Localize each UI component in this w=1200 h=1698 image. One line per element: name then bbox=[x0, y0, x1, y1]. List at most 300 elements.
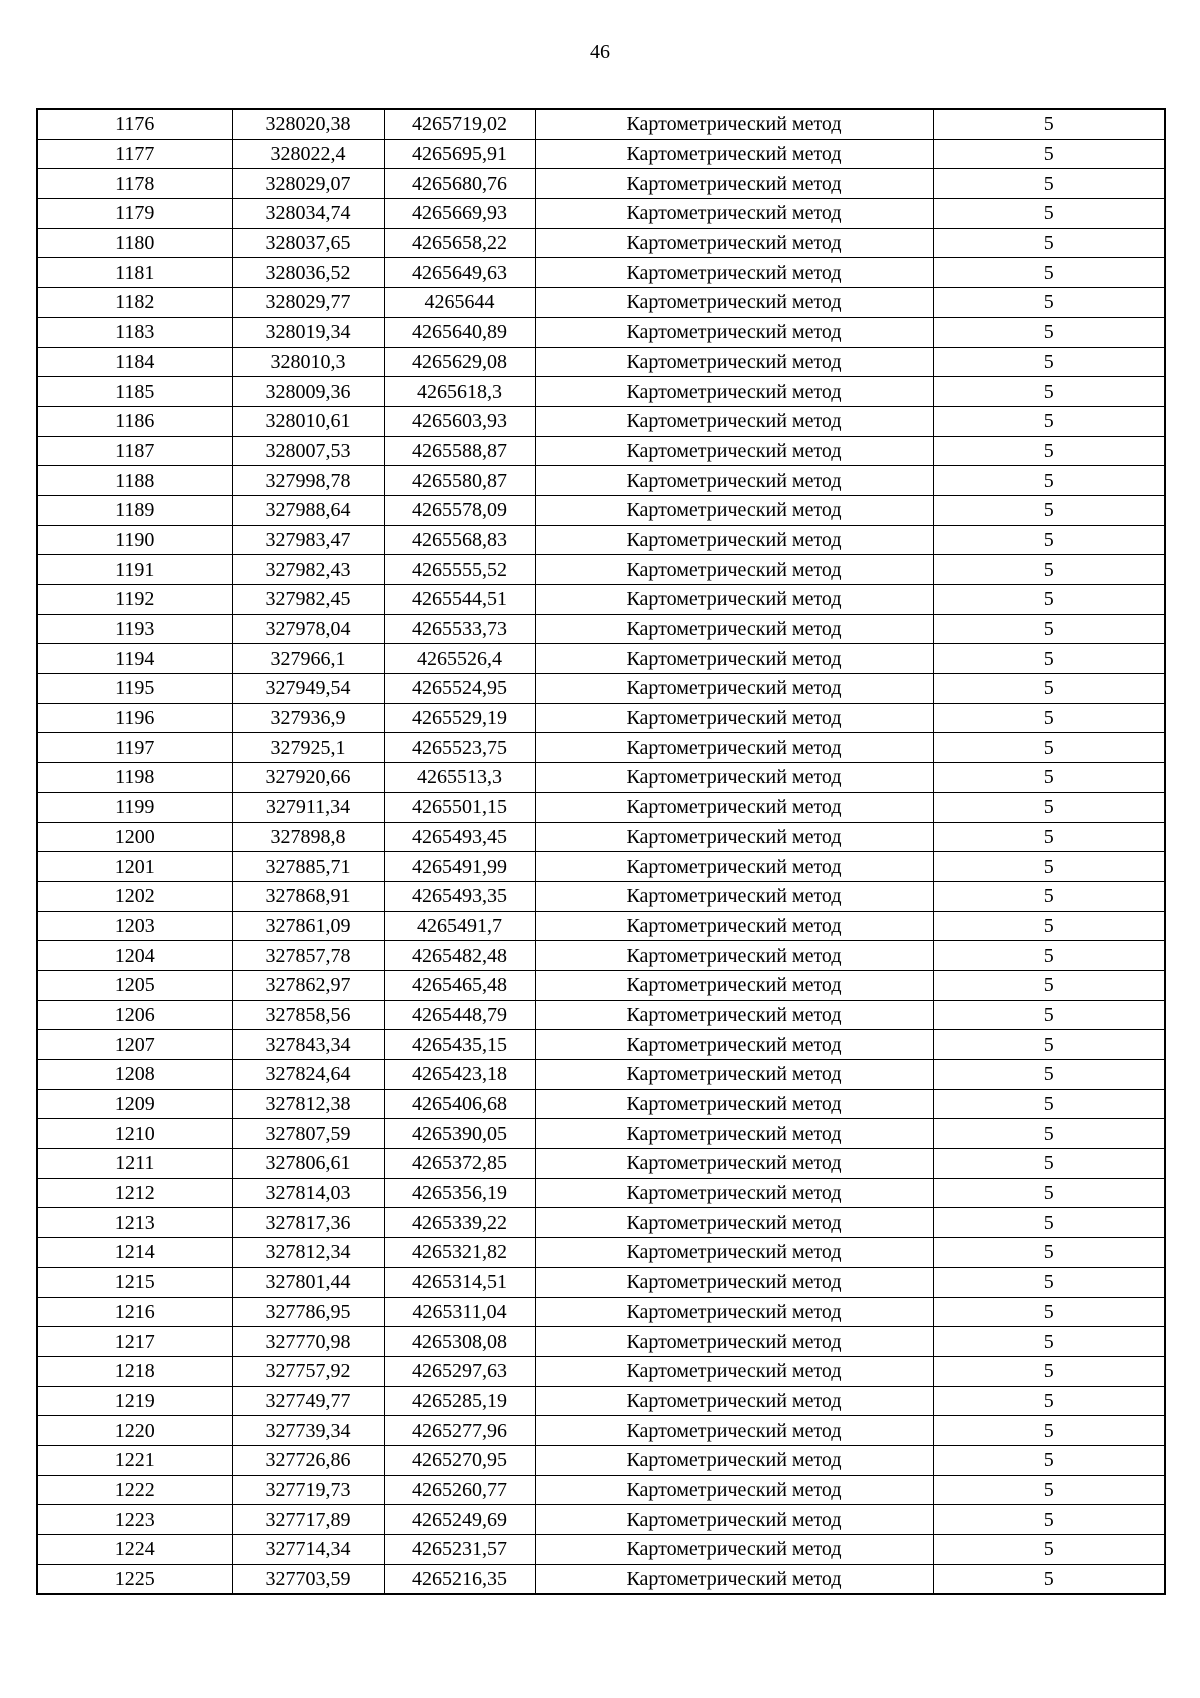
point-number-cell: 1196 bbox=[37, 703, 232, 733]
y-coordinate-cell: 4265321,82 bbox=[384, 1238, 535, 1268]
accuracy-cell: 5 bbox=[933, 317, 1165, 347]
accuracy-cell: 5 bbox=[933, 109, 1165, 139]
point-number-cell: 1223 bbox=[37, 1505, 232, 1535]
x-coordinate-cell: 327714,34 bbox=[232, 1535, 384, 1565]
table-row bbox=[37, 436, 1165, 466]
coordinates-table bbox=[36, 108, 1166, 1595]
method-cell: Картометрический метод bbox=[535, 1178, 933, 1208]
y-coordinate-cell: 4265649,63 bbox=[384, 258, 535, 288]
accuracy-cell: 5 bbox=[933, 674, 1165, 704]
point-number-cell: 1197 bbox=[37, 733, 232, 763]
y-coordinate-cell: 4265618,3 bbox=[384, 377, 535, 407]
y-coordinate-cell: 4265491,7 bbox=[384, 911, 535, 941]
method-cell: Картометрический метод bbox=[535, 555, 933, 585]
point-number-cell: 1189 bbox=[37, 495, 232, 525]
accuracy-cell: 5 bbox=[933, 703, 1165, 733]
x-coordinate-cell: 327983,47 bbox=[232, 525, 384, 555]
point-number-cell: 1186 bbox=[37, 406, 232, 436]
accuracy-cell: 5 bbox=[933, 1208, 1165, 1238]
point-number-cell: 1209 bbox=[37, 1089, 232, 1119]
x-coordinate-cell: 328029,77 bbox=[232, 288, 384, 318]
table-row bbox=[37, 495, 1165, 525]
point-number-cell: 1208 bbox=[37, 1060, 232, 1090]
method-cell: Картометрический метод bbox=[535, 822, 933, 852]
method-cell: Картометрический метод bbox=[535, 941, 933, 971]
point-number-cell: 1177 bbox=[37, 139, 232, 169]
x-coordinate-cell: 327801,44 bbox=[232, 1267, 384, 1297]
x-coordinate-cell: 327817,36 bbox=[232, 1208, 384, 1238]
y-coordinate-cell: 4265314,51 bbox=[384, 1267, 535, 1297]
table-row bbox=[37, 792, 1165, 822]
accuracy-cell: 5 bbox=[933, 1564, 1165, 1594]
point-number-cell: 1220 bbox=[37, 1416, 232, 1446]
point-number-cell: 1213 bbox=[37, 1208, 232, 1238]
accuracy-cell: 5 bbox=[933, 1119, 1165, 1149]
accuracy-cell: 5 bbox=[933, 377, 1165, 407]
x-coordinate-cell: 328029,07 bbox=[232, 169, 384, 199]
accuracy-cell: 5 bbox=[933, 644, 1165, 674]
x-coordinate-cell: 327770,98 bbox=[232, 1327, 384, 1357]
method-cell: Картометрический метод bbox=[535, 792, 933, 822]
method-cell: Картометрический метод bbox=[535, 1267, 933, 1297]
x-coordinate-cell: 327786,95 bbox=[232, 1297, 384, 1327]
accuracy-cell: 5 bbox=[933, 585, 1165, 615]
accuracy-cell: 5 bbox=[933, 139, 1165, 169]
method-cell: Картометрический метод bbox=[535, 228, 933, 258]
y-coordinate-cell: 4265644 bbox=[384, 288, 535, 318]
table-row bbox=[37, 1475, 1165, 1505]
x-coordinate-cell: 327982,45 bbox=[232, 585, 384, 615]
x-coordinate-cell: 327857,78 bbox=[232, 941, 384, 971]
y-coordinate-cell: 4265260,77 bbox=[384, 1475, 535, 1505]
x-coordinate-cell: 327843,34 bbox=[232, 1030, 384, 1060]
y-coordinate-cell: 4265669,93 bbox=[384, 199, 535, 229]
y-coordinate-cell: 4265390,05 bbox=[384, 1119, 535, 1149]
point-number-cell: 1182 bbox=[37, 288, 232, 318]
x-coordinate-cell: 328007,53 bbox=[232, 436, 384, 466]
y-coordinate-cell: 4265524,95 bbox=[384, 674, 535, 704]
accuracy-cell: 5 bbox=[933, 347, 1165, 377]
method-cell: Картометрический метод bbox=[535, 614, 933, 644]
table-row bbox=[37, 703, 1165, 733]
table-row bbox=[37, 1416, 1165, 1446]
table-row bbox=[37, 1505, 1165, 1535]
accuracy-cell: 5 bbox=[933, 792, 1165, 822]
table-row bbox=[37, 1178, 1165, 1208]
accuracy-cell: 5 bbox=[933, 1475, 1165, 1505]
x-coordinate-cell: 327703,59 bbox=[232, 1564, 384, 1594]
method-cell: Картометрический метод bbox=[535, 288, 933, 318]
accuracy-cell: 5 bbox=[933, 614, 1165, 644]
table-row bbox=[37, 1267, 1165, 1297]
point-number-cell: 1201 bbox=[37, 852, 232, 882]
table-row bbox=[37, 881, 1165, 911]
y-coordinate-cell: 4265270,95 bbox=[384, 1445, 535, 1475]
y-coordinate-cell: 4265629,08 bbox=[384, 347, 535, 377]
point-number-cell: 1224 bbox=[37, 1535, 232, 1565]
accuracy-cell: 5 bbox=[933, 1386, 1165, 1416]
point-number-cell: 1179 bbox=[37, 199, 232, 229]
table-row bbox=[37, 466, 1165, 496]
accuracy-cell: 5 bbox=[933, 881, 1165, 911]
accuracy-cell: 5 bbox=[933, 1030, 1165, 1060]
point-number-cell: 1203 bbox=[37, 911, 232, 941]
table-row bbox=[37, 1564, 1165, 1594]
point-number-cell: 1200 bbox=[37, 822, 232, 852]
point-number-cell: 1184 bbox=[37, 347, 232, 377]
table-row bbox=[37, 1535, 1165, 1565]
method-cell: Картометрический метод bbox=[535, 970, 933, 1000]
y-coordinate-cell: 4265513,3 bbox=[384, 763, 535, 793]
x-coordinate-cell: 327749,77 bbox=[232, 1386, 384, 1416]
x-coordinate-cell: 327982,43 bbox=[232, 555, 384, 585]
y-coordinate-cell: 4265406,68 bbox=[384, 1089, 535, 1119]
method-cell: Картометрический метод bbox=[535, 377, 933, 407]
table-row bbox=[37, 139, 1165, 169]
x-coordinate-cell: 328019,34 bbox=[232, 317, 384, 347]
y-coordinate-cell: 4265493,35 bbox=[384, 881, 535, 911]
method-cell: Картометрический метод bbox=[535, 139, 933, 169]
x-coordinate-cell: 327920,66 bbox=[232, 763, 384, 793]
accuracy-cell: 5 bbox=[933, 1416, 1165, 1446]
y-coordinate-cell: 4265482,48 bbox=[384, 941, 535, 971]
table-row bbox=[37, 911, 1165, 941]
x-coordinate-cell: 327812,34 bbox=[232, 1238, 384, 1268]
method-cell: Картометрический метод bbox=[535, 1119, 933, 1149]
table-row bbox=[37, 970, 1165, 1000]
x-coordinate-cell: 328010,61 bbox=[232, 406, 384, 436]
accuracy-cell: 5 bbox=[933, 1089, 1165, 1119]
y-coordinate-cell: 4265640,89 bbox=[384, 317, 535, 347]
point-number-cell: 1191 bbox=[37, 555, 232, 585]
y-coordinate-cell: 4265526,4 bbox=[384, 644, 535, 674]
table-row bbox=[37, 614, 1165, 644]
table-row bbox=[37, 228, 1165, 258]
y-coordinate-cell: 4265285,19 bbox=[384, 1386, 535, 1416]
accuracy-cell: 5 bbox=[933, 1505, 1165, 1535]
table-row bbox=[37, 555, 1165, 585]
x-coordinate-cell: 327757,92 bbox=[232, 1356, 384, 1386]
method-cell: Картометрический метод bbox=[535, 466, 933, 496]
method-cell: Картометрический метод bbox=[535, 1475, 933, 1505]
method-cell: Картометрический метод bbox=[535, 1386, 933, 1416]
accuracy-cell: 5 bbox=[933, 258, 1165, 288]
accuracy-cell: 5 bbox=[933, 1356, 1165, 1386]
method-cell: Картометрический метод bbox=[535, 1060, 933, 1090]
method-cell: Картометрический метод bbox=[535, 1238, 933, 1268]
point-number-cell: 1217 bbox=[37, 1327, 232, 1357]
x-coordinate-cell: 327814,03 bbox=[232, 1178, 384, 1208]
method-cell: Картометрический метод bbox=[535, 436, 933, 466]
y-coordinate-cell: 4265465,48 bbox=[384, 970, 535, 1000]
accuracy-cell: 5 bbox=[933, 406, 1165, 436]
accuracy-cell: 5 bbox=[933, 169, 1165, 199]
x-coordinate-cell: 328010,3 bbox=[232, 347, 384, 377]
accuracy-cell: 5 bbox=[933, 852, 1165, 882]
point-number-cell: 1192 bbox=[37, 585, 232, 615]
table-row bbox=[37, 1327, 1165, 1357]
point-number-cell: 1219 bbox=[37, 1386, 232, 1416]
point-number-cell: 1216 bbox=[37, 1297, 232, 1327]
table-row bbox=[37, 1386, 1165, 1416]
x-coordinate-cell: 328034,74 bbox=[232, 199, 384, 229]
accuracy-cell: 5 bbox=[933, 466, 1165, 496]
accuracy-cell: 5 bbox=[933, 228, 1165, 258]
method-cell: Картометрический метод bbox=[535, 852, 933, 882]
x-coordinate-cell: 327861,09 bbox=[232, 911, 384, 941]
y-coordinate-cell: 4265297,63 bbox=[384, 1356, 535, 1386]
accuracy-cell: 5 bbox=[933, 1000, 1165, 1030]
table-body bbox=[37, 109, 1165, 1594]
x-coordinate-cell: 327898,8 bbox=[232, 822, 384, 852]
x-coordinate-cell: 327717,89 bbox=[232, 1505, 384, 1535]
x-coordinate-cell: 327925,1 bbox=[232, 733, 384, 763]
x-coordinate-cell: 328020,38 bbox=[232, 109, 384, 139]
table-row bbox=[37, 1000, 1165, 1030]
method-cell: Картометрический метод bbox=[535, 1564, 933, 1594]
method-cell: Картометрический метод bbox=[535, 317, 933, 347]
point-number-cell: 1188 bbox=[37, 466, 232, 496]
method-cell: Картометрический метод bbox=[535, 674, 933, 704]
accuracy-cell: 5 bbox=[933, 1238, 1165, 1268]
table-row bbox=[37, 1445, 1165, 1475]
point-number-cell: 1210 bbox=[37, 1119, 232, 1149]
table-row bbox=[37, 1149, 1165, 1179]
point-number-cell: 1221 bbox=[37, 1445, 232, 1475]
accuracy-cell: 5 bbox=[933, 911, 1165, 941]
point-number-cell: 1214 bbox=[37, 1238, 232, 1268]
x-coordinate-cell: 327812,38 bbox=[232, 1089, 384, 1119]
method-cell: Картометрический метод bbox=[535, 1505, 933, 1535]
y-coordinate-cell: 4265277,96 bbox=[384, 1416, 535, 1446]
method-cell: Картометрический метод bbox=[535, 1089, 933, 1119]
method-cell: Картометрический метод bbox=[535, 1535, 933, 1565]
point-number-cell: 1211 bbox=[37, 1149, 232, 1179]
point-number-cell: 1193 bbox=[37, 614, 232, 644]
method-cell: Картометрический метод bbox=[535, 1416, 933, 1446]
method-cell: Картометрический метод bbox=[535, 881, 933, 911]
y-coordinate-cell: 4265603,93 bbox=[384, 406, 535, 436]
point-number-cell: 1205 bbox=[37, 970, 232, 1000]
y-coordinate-cell: 4265719,02 bbox=[384, 109, 535, 139]
method-cell: Картометрический метод bbox=[535, 1445, 933, 1475]
y-coordinate-cell: 4265588,87 bbox=[384, 436, 535, 466]
y-coordinate-cell: 4265339,22 bbox=[384, 1208, 535, 1238]
point-number-cell: 1207 bbox=[37, 1030, 232, 1060]
y-coordinate-cell: 4265435,15 bbox=[384, 1030, 535, 1060]
table-row bbox=[37, 258, 1165, 288]
point-number-cell: 1206 bbox=[37, 1000, 232, 1030]
point-number-cell: 1222 bbox=[37, 1475, 232, 1505]
y-coordinate-cell: 4265491,99 bbox=[384, 852, 535, 882]
y-coordinate-cell: 4265533,73 bbox=[384, 614, 535, 644]
point-number-cell: 1187 bbox=[37, 436, 232, 466]
method-cell: Картометрический метод bbox=[535, 733, 933, 763]
point-number-cell: 1202 bbox=[37, 881, 232, 911]
method-cell: Картометрический метод bbox=[535, 169, 933, 199]
x-coordinate-cell: 327885,71 bbox=[232, 852, 384, 882]
y-coordinate-cell: 4265356,19 bbox=[384, 1178, 535, 1208]
x-coordinate-cell: 327858,56 bbox=[232, 1000, 384, 1030]
y-coordinate-cell: 4265249,69 bbox=[384, 1505, 535, 1535]
method-cell: Картометрический метод bbox=[535, 1030, 933, 1060]
x-coordinate-cell: 327949,54 bbox=[232, 674, 384, 704]
table-row bbox=[37, 822, 1165, 852]
accuracy-cell: 5 bbox=[933, 525, 1165, 555]
x-coordinate-cell: 328022,4 bbox=[232, 139, 384, 169]
accuracy-cell: 5 bbox=[933, 199, 1165, 229]
x-coordinate-cell: 327936,9 bbox=[232, 703, 384, 733]
y-coordinate-cell: 4265578,09 bbox=[384, 495, 535, 525]
accuracy-cell: 5 bbox=[933, 763, 1165, 793]
table-row bbox=[37, 525, 1165, 555]
point-number-cell: 1204 bbox=[37, 941, 232, 971]
method-cell: Картометрический метод bbox=[535, 1208, 933, 1238]
y-coordinate-cell: 4265658,22 bbox=[384, 228, 535, 258]
x-coordinate-cell: 327868,91 bbox=[232, 881, 384, 911]
point-number-cell: 1176 bbox=[37, 109, 232, 139]
point-number-cell: 1185 bbox=[37, 377, 232, 407]
table-row bbox=[37, 733, 1165, 763]
method-cell: Картометрический метод bbox=[535, 525, 933, 555]
x-coordinate-cell: 327739,34 bbox=[232, 1416, 384, 1446]
y-coordinate-cell: 4265493,45 bbox=[384, 822, 535, 852]
table-row bbox=[37, 585, 1165, 615]
method-cell: Картометрический метод bbox=[535, 644, 933, 674]
method-cell: Картометрический метод bbox=[535, 406, 933, 436]
x-coordinate-cell: 328037,65 bbox=[232, 228, 384, 258]
point-number-cell: 1194 bbox=[37, 644, 232, 674]
point-number-cell: 1180 bbox=[37, 228, 232, 258]
point-number-cell: 1178 bbox=[37, 169, 232, 199]
point-number-cell: 1225 bbox=[37, 1564, 232, 1594]
point-number-cell: 1181 bbox=[37, 258, 232, 288]
method-cell: Картометрический метод bbox=[535, 258, 933, 288]
method-cell: Картометрический метод bbox=[535, 703, 933, 733]
method-cell: Картометрический метод bbox=[535, 109, 933, 139]
accuracy-cell: 5 bbox=[933, 1060, 1165, 1090]
y-coordinate-cell: 4265216,35 bbox=[384, 1564, 535, 1594]
method-cell: Картометрический метод bbox=[535, 199, 933, 229]
y-coordinate-cell: 4265423,18 bbox=[384, 1060, 535, 1090]
x-coordinate-cell: 327998,78 bbox=[232, 466, 384, 496]
x-coordinate-cell: 327807,59 bbox=[232, 1119, 384, 1149]
table-row bbox=[37, 644, 1165, 674]
method-cell: Картометрический метод bbox=[535, 763, 933, 793]
x-coordinate-cell: 327726,86 bbox=[232, 1445, 384, 1475]
accuracy-cell: 5 bbox=[933, 436, 1165, 466]
y-coordinate-cell: 4265555,52 bbox=[384, 555, 535, 585]
y-coordinate-cell: 4265311,04 bbox=[384, 1297, 535, 1327]
method-cell: Картометрический метод bbox=[535, 495, 933, 525]
accuracy-cell: 5 bbox=[933, 1297, 1165, 1327]
x-coordinate-cell: 327988,64 bbox=[232, 495, 384, 525]
method-cell: Картометрический метод bbox=[535, 1356, 933, 1386]
y-coordinate-cell: 4265695,91 bbox=[384, 139, 535, 169]
point-number-cell: 1190 bbox=[37, 525, 232, 555]
point-number-cell: 1215 bbox=[37, 1267, 232, 1297]
x-coordinate-cell: 327978,04 bbox=[232, 614, 384, 644]
table-row bbox=[37, 1208, 1165, 1238]
table-row bbox=[37, 941, 1165, 971]
point-number-cell: 1198 bbox=[37, 763, 232, 793]
x-coordinate-cell: 327862,97 bbox=[232, 970, 384, 1000]
table-row bbox=[37, 1060, 1165, 1090]
accuracy-cell: 5 bbox=[933, 1327, 1165, 1357]
y-coordinate-cell: 4265501,15 bbox=[384, 792, 535, 822]
accuracy-cell: 5 bbox=[933, 822, 1165, 852]
x-coordinate-cell: 327824,64 bbox=[232, 1060, 384, 1090]
point-number-cell: 1212 bbox=[37, 1178, 232, 1208]
accuracy-cell: 5 bbox=[933, 555, 1165, 585]
accuracy-cell: 5 bbox=[933, 288, 1165, 318]
table-row bbox=[37, 674, 1165, 704]
method-cell: Картометрический метод bbox=[535, 585, 933, 615]
y-coordinate-cell: 4265568,83 bbox=[384, 525, 535, 555]
accuracy-cell: 5 bbox=[933, 1267, 1165, 1297]
accuracy-cell: 5 bbox=[933, 941, 1165, 971]
table-row bbox=[37, 1030, 1165, 1060]
table-row bbox=[37, 347, 1165, 377]
point-number-cell: 1218 bbox=[37, 1356, 232, 1386]
table-row bbox=[37, 377, 1165, 407]
table-row bbox=[37, 406, 1165, 436]
table-row bbox=[37, 288, 1165, 318]
accuracy-cell: 5 bbox=[933, 1535, 1165, 1565]
point-number-cell: 1195 bbox=[37, 674, 232, 704]
table-row bbox=[37, 1238, 1165, 1268]
table-row bbox=[37, 1297, 1165, 1327]
table-row bbox=[37, 1089, 1165, 1119]
y-coordinate-cell: 4265580,87 bbox=[384, 466, 535, 496]
y-coordinate-cell: 4265523,75 bbox=[384, 733, 535, 763]
y-coordinate-cell: 4265372,85 bbox=[384, 1149, 535, 1179]
x-coordinate-cell: 327719,73 bbox=[232, 1475, 384, 1505]
method-cell: Картометрический метод bbox=[535, 911, 933, 941]
table-row bbox=[37, 109, 1165, 139]
point-number-cell: 1199 bbox=[37, 792, 232, 822]
x-coordinate-cell: 328009,36 bbox=[232, 377, 384, 407]
y-coordinate-cell: 4265448,79 bbox=[384, 1000, 535, 1030]
table-row bbox=[37, 1356, 1165, 1386]
x-coordinate-cell: 327966,1 bbox=[232, 644, 384, 674]
accuracy-cell: 5 bbox=[933, 1178, 1165, 1208]
accuracy-cell: 5 bbox=[933, 970, 1165, 1000]
y-coordinate-cell: 4265231,57 bbox=[384, 1535, 535, 1565]
y-coordinate-cell: 4265680,76 bbox=[384, 169, 535, 199]
x-coordinate-cell: 327911,34 bbox=[232, 792, 384, 822]
table-row bbox=[37, 199, 1165, 229]
table-row bbox=[37, 763, 1165, 793]
y-coordinate-cell: 4265529,19 bbox=[384, 703, 535, 733]
accuracy-cell: 5 bbox=[933, 495, 1165, 525]
y-coordinate-cell: 4265308,08 bbox=[384, 1327, 535, 1357]
method-cell: Картометрический метод bbox=[535, 1149, 933, 1179]
point-number-cell: 1183 bbox=[37, 317, 232, 347]
page-number: 46 bbox=[590, 41, 610, 63]
table-row bbox=[37, 1119, 1165, 1149]
method-cell: Картометрический метод bbox=[535, 1297, 933, 1327]
table-row bbox=[37, 169, 1165, 199]
accuracy-cell: 5 bbox=[933, 733, 1165, 763]
method-cell: Картометрический метод bbox=[535, 347, 933, 377]
accuracy-cell: 5 bbox=[933, 1149, 1165, 1179]
x-coordinate-cell: 328036,52 bbox=[232, 258, 384, 288]
method-cell: Картометрический метод bbox=[535, 1327, 933, 1357]
accuracy-cell: 5 bbox=[933, 1445, 1165, 1475]
table-row bbox=[37, 317, 1165, 347]
method-cell: Картометрический метод bbox=[535, 1000, 933, 1030]
